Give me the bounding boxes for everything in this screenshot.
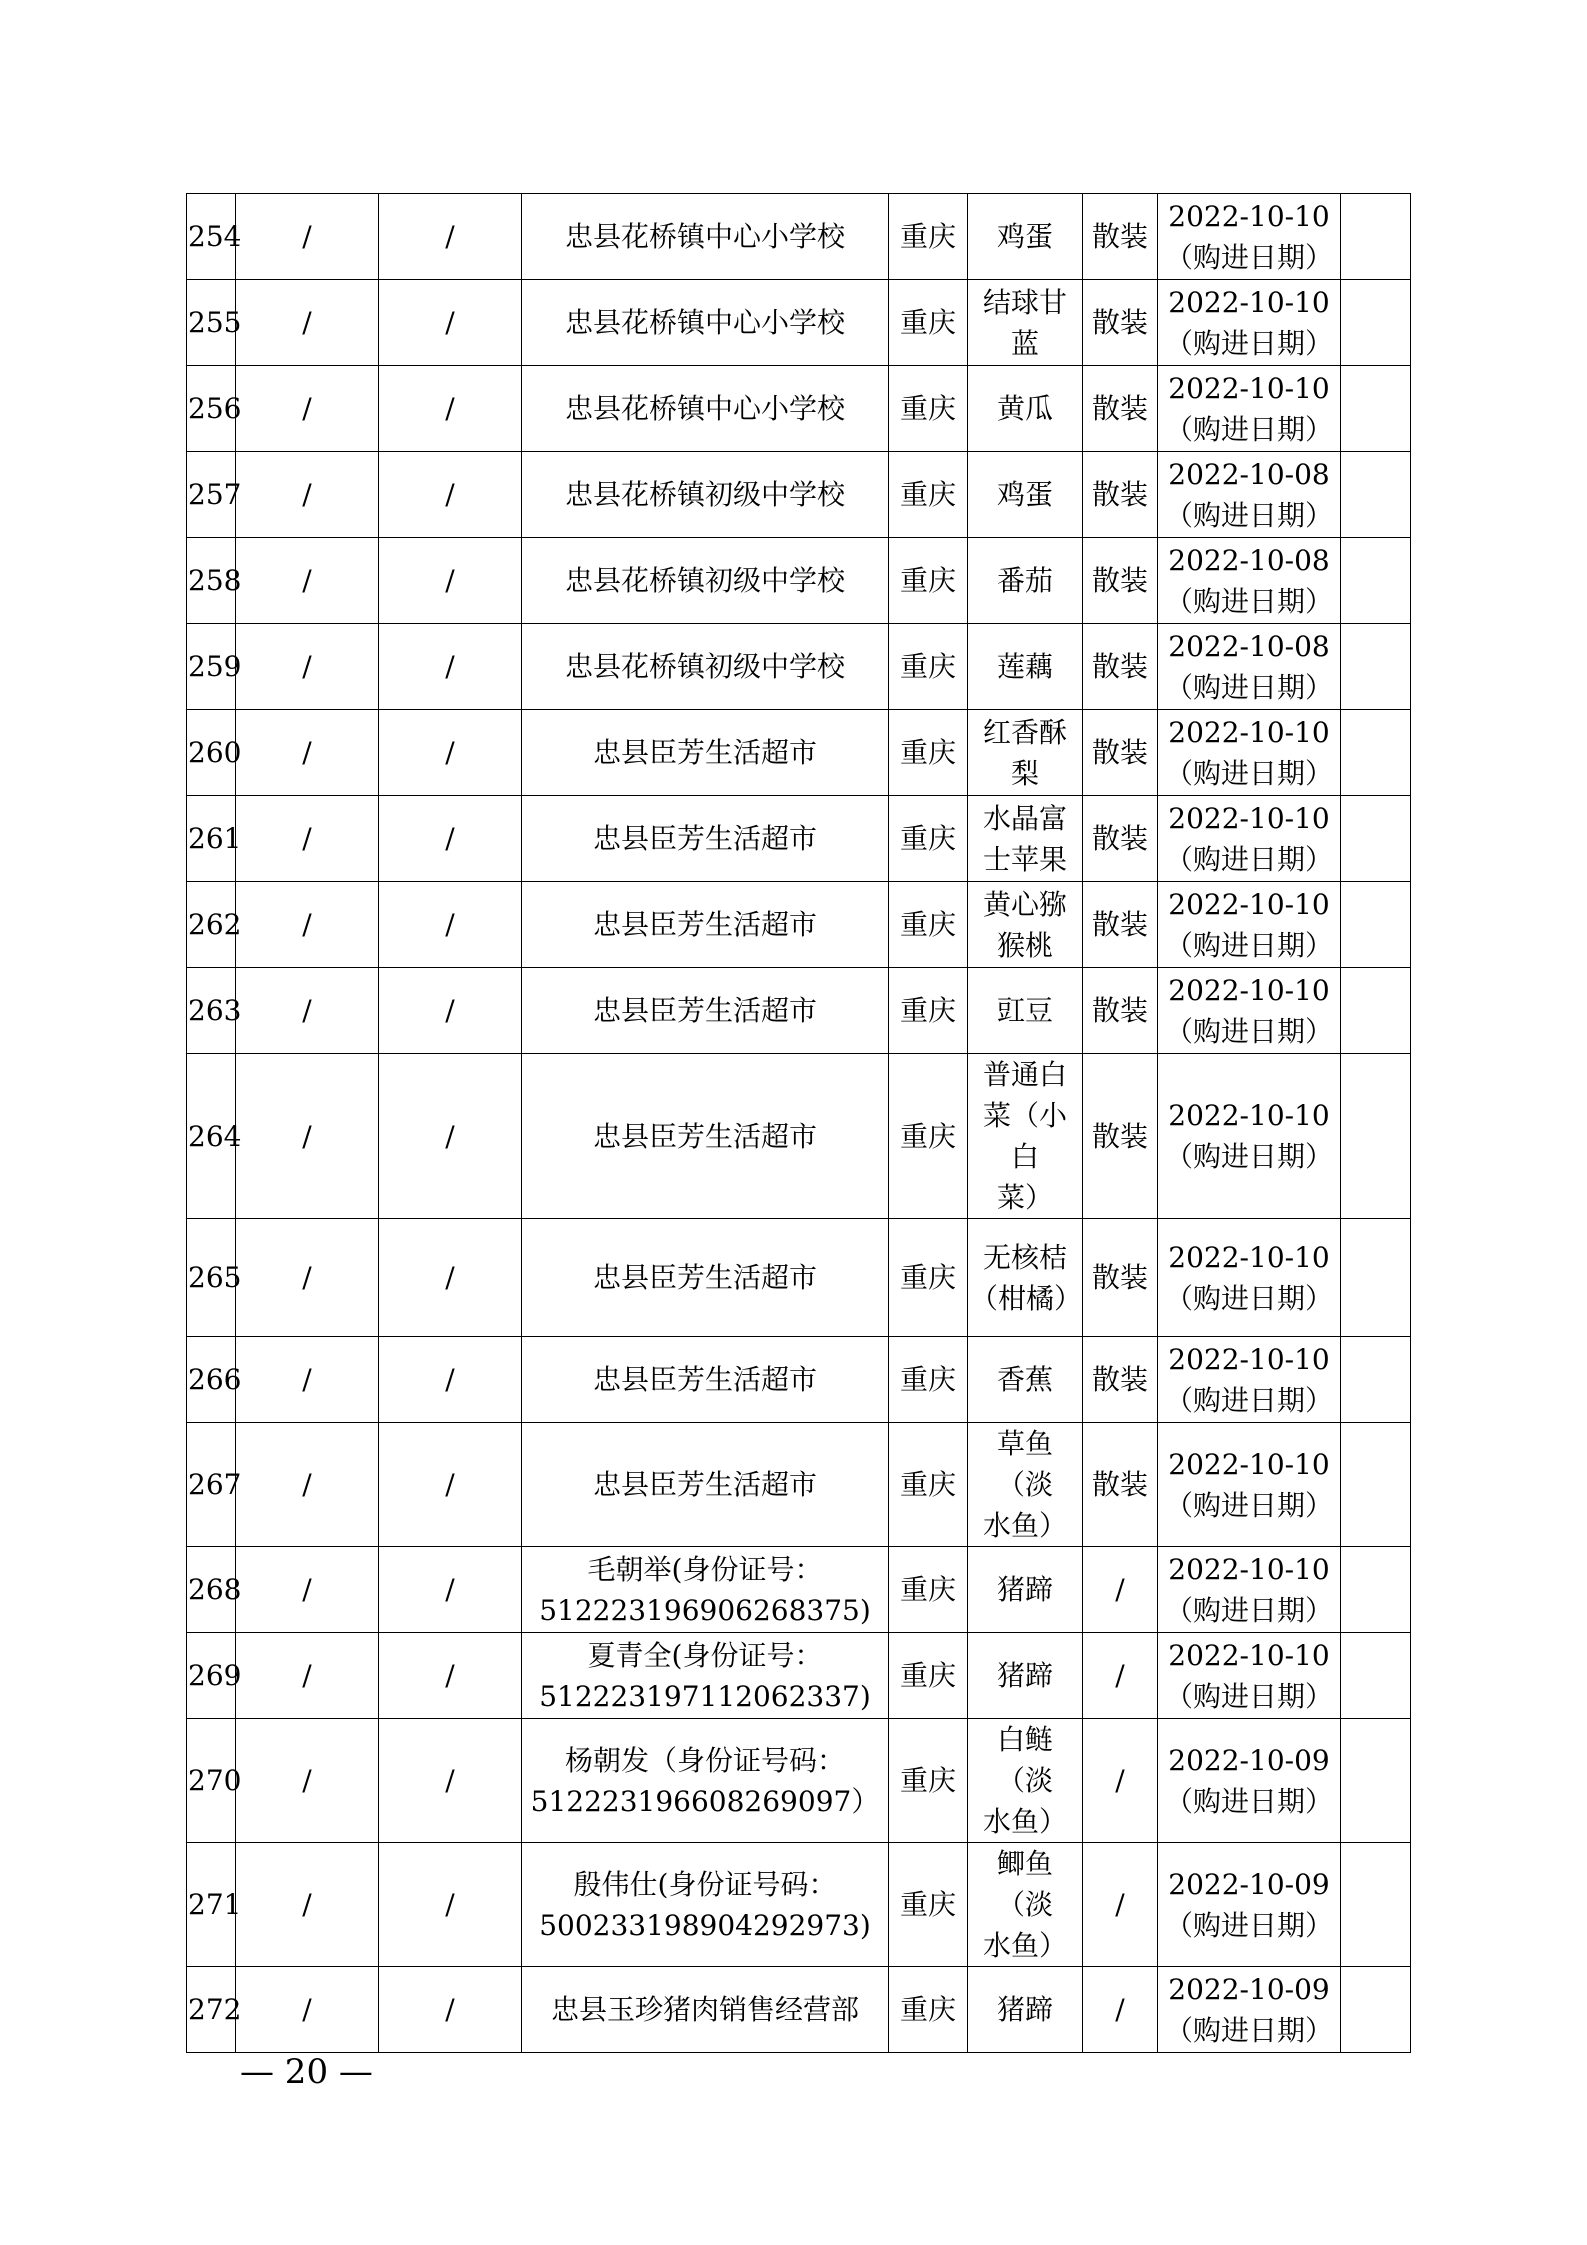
page-number: — 20 —	[240, 2052, 373, 2092]
sample-brand-cell: /	[236, 452, 379, 538]
product-name-cell: 番茄	[968, 538, 1083, 624]
remarks-cell	[1341, 1337, 1411, 1423]
row-number-cell: 255	[187, 280, 236, 366]
sampled-unit-cell: 殷伟仕(身份证号码： 500233198904292973)	[522, 1843, 889, 1967]
region-cell: 重庆	[889, 1719, 968, 1843]
purchase-date-cell: 2022-10-10 （购进日期）	[1158, 280, 1341, 366]
remarks-cell	[1341, 1054, 1411, 1219]
table-row	[187, 796, 1411, 882]
table-row	[187, 882, 1411, 968]
purchase-date-cell: 2022-10-10 （购进日期）	[1158, 882, 1341, 968]
sample-spec-cell: /	[379, 1423, 522, 1547]
sample-brand-cell: /	[236, 1719, 379, 1843]
remarks-cell	[1341, 1843, 1411, 1967]
table-row	[187, 452, 1411, 538]
row-number-cell: 268	[187, 1547, 236, 1633]
purchase-date-cell: 2022-10-10 （购进日期）	[1158, 1337, 1341, 1423]
region-cell: 重庆	[889, 452, 968, 538]
sample-brand-cell: /	[236, 194, 379, 280]
sample-brand-cell: /	[236, 710, 379, 796]
sample-spec-cell: /	[379, 280, 522, 366]
product-name-cell: 猪蹄	[968, 1547, 1083, 1633]
sample-brand-cell: /	[236, 1219, 379, 1337]
sample-brand-cell: /	[236, 1633, 379, 1719]
remarks-cell	[1341, 1967, 1411, 2053]
sample-spec-cell: /	[379, 1843, 522, 1967]
remarks-cell	[1341, 1719, 1411, 1843]
sample-spec-cell: /	[379, 194, 522, 280]
sampled-unit-cell: 忠县臣芳生活超市	[522, 882, 889, 968]
sample-brand-cell: /	[236, 280, 379, 366]
sampled-unit-cell: 忠县臣芳生活超市	[522, 1423, 889, 1547]
sampled-unit-cell: 忠县臣芳生活超市	[522, 796, 889, 882]
remarks-cell	[1341, 538, 1411, 624]
package-type-cell: /	[1083, 1633, 1158, 1719]
table-row	[187, 968, 1411, 1054]
table-row	[187, 1337, 1411, 1423]
sample-brand-cell: /	[236, 1423, 379, 1547]
product-name-cell: 结球甘 蓝	[968, 280, 1083, 366]
remarks-cell	[1341, 194, 1411, 280]
sampled-unit-cell: 忠县玉珍猪肉销售经营部	[522, 1967, 889, 2053]
purchase-date-cell: 2022-10-10 （购进日期）	[1158, 968, 1341, 1054]
purchase-date-cell: 2022-10-10 （购进日期）	[1158, 1547, 1341, 1633]
sampled-unit-cell: 毛朝举(身份证号： 512223196906268375)	[522, 1547, 889, 1633]
package-type-cell: 散装	[1083, 452, 1158, 538]
row-number-cell: 256	[187, 366, 236, 452]
region-cell: 重庆	[889, 968, 968, 1054]
package-type-cell: 散装	[1083, 968, 1158, 1054]
region-cell: 重庆	[889, 624, 968, 710]
sampled-unit-cell: 忠县臣芳生活超市	[522, 710, 889, 796]
table-row	[187, 1719, 1411, 1843]
package-type-cell: /	[1083, 1719, 1158, 1843]
product-name-cell: 黄瓜	[968, 366, 1083, 452]
sampled-unit-cell: 忠县花桥镇中心小学校	[522, 194, 889, 280]
sample-spec-cell: /	[379, 538, 522, 624]
sample-spec-cell: /	[379, 1719, 522, 1843]
row-number-cell: 269	[187, 1633, 236, 1719]
remarks-cell	[1341, 1423, 1411, 1547]
inspection-table	[186, 193, 1411, 2053]
sample-spec-cell: /	[379, 1967, 522, 2053]
region-cell: 重庆	[889, 280, 968, 366]
region-cell: 重庆	[889, 1967, 968, 2053]
package-type-cell: 散装	[1083, 1423, 1158, 1547]
row-number-cell: 261	[187, 796, 236, 882]
product-name-cell: 鲫鱼（淡 水鱼）	[968, 1843, 1083, 1967]
sampled-unit-cell: 夏青全(身份证号： 512223197112062337)	[522, 1633, 889, 1719]
sampled-unit-cell: 忠县臣芳生活超市	[522, 968, 889, 1054]
table-row	[187, 1633, 1411, 1719]
product-name-cell: 猪蹄	[968, 1633, 1083, 1719]
sample-brand-cell: /	[236, 624, 379, 710]
purchase-date-cell: 2022-10-10 （购进日期）	[1158, 1219, 1341, 1337]
package-type-cell: 散装	[1083, 280, 1158, 366]
region-cell: 重庆	[889, 796, 968, 882]
row-number-cell: 271	[187, 1843, 236, 1967]
row-number-cell: 264	[187, 1054, 236, 1219]
row-number-cell: 272	[187, 1967, 236, 2053]
remarks-cell	[1341, 452, 1411, 538]
package-type-cell: 散装	[1083, 194, 1158, 280]
sample-spec-cell: /	[379, 1219, 522, 1337]
region-cell: 重庆	[889, 1423, 968, 1547]
package-type-cell: 散装	[1083, 366, 1158, 452]
sample-spec-cell: /	[379, 1547, 522, 1633]
purchase-date-cell: 2022-10-10 （购进日期）	[1158, 1054, 1341, 1219]
table-row	[187, 1219, 1411, 1337]
sample-spec-cell: /	[379, 796, 522, 882]
region-cell: 重庆	[889, 1843, 968, 1967]
product-name-cell: 香蕉	[968, 1337, 1083, 1423]
sample-brand-cell: /	[236, 1547, 379, 1633]
purchase-date-cell: 2022-10-10 （购进日期）	[1158, 1633, 1341, 1719]
sampled-unit-cell: 忠县花桥镇初级中学校	[522, 538, 889, 624]
table-row	[187, 1843, 1411, 1967]
row-number-cell: 267	[187, 1423, 236, 1547]
region-cell: 重庆	[889, 1547, 968, 1633]
row-number-cell: 259	[187, 624, 236, 710]
sample-spec-cell: /	[379, 624, 522, 710]
product-name-cell: 普通白 菜（小白 菜）	[968, 1054, 1083, 1219]
row-number-cell: 270	[187, 1719, 236, 1843]
table-row	[187, 366, 1411, 452]
region-cell: 重庆	[889, 1633, 968, 1719]
row-number-cell: 263	[187, 968, 236, 1054]
purchase-date-cell: 2022-10-09 （购进日期）	[1158, 1843, 1341, 1967]
sample-spec-cell: /	[379, 1337, 522, 1423]
package-type-cell: 散装	[1083, 882, 1158, 968]
product-name-cell: 猪蹄	[968, 1967, 1083, 2053]
product-name-cell: 莲藕	[968, 624, 1083, 710]
sample-spec-cell: /	[379, 1054, 522, 1219]
sample-spec-cell: /	[379, 452, 522, 538]
region-cell: 重庆	[889, 710, 968, 796]
sample-spec-cell: /	[379, 968, 522, 1054]
region-cell: 重庆	[889, 1337, 968, 1423]
region-cell: 重庆	[889, 366, 968, 452]
table-row	[187, 538, 1411, 624]
sample-spec-cell: /	[379, 710, 522, 796]
sampled-unit-cell: 忠县臣芳生活超市	[522, 1219, 889, 1337]
purchase-date-cell: 2022-10-08 （购进日期）	[1158, 452, 1341, 538]
product-name-cell: 草鱼（淡 水鱼）	[968, 1423, 1083, 1547]
package-type-cell: 散装	[1083, 710, 1158, 796]
remarks-cell	[1341, 624, 1411, 710]
row-number-cell: 257	[187, 452, 236, 538]
sample-brand-cell: /	[236, 882, 379, 968]
product-name-cell: 鸡蛋	[968, 194, 1083, 280]
row-number-cell: 266	[187, 1337, 236, 1423]
package-type-cell: 散装	[1083, 1219, 1158, 1337]
remarks-cell	[1341, 1219, 1411, 1337]
remarks-cell	[1341, 710, 1411, 796]
sample-brand-cell: /	[236, 1843, 379, 1967]
table-row	[187, 1967, 1411, 2053]
product-name-cell: 豇豆	[968, 968, 1083, 1054]
remarks-cell	[1341, 1547, 1411, 1633]
sample-spec-cell: /	[379, 1633, 522, 1719]
sampled-unit-cell: 忠县臣芳生活超市	[522, 1337, 889, 1423]
table-row	[187, 710, 1411, 796]
package-type-cell: 散装	[1083, 1054, 1158, 1219]
region-cell: 重庆	[889, 1054, 968, 1219]
product-name-cell: 水晶富 士苹果	[968, 796, 1083, 882]
sample-brand-cell: /	[236, 968, 379, 1054]
sample-brand-cell: /	[236, 366, 379, 452]
table-row	[187, 1547, 1411, 1633]
remarks-cell	[1341, 796, 1411, 882]
package-type-cell: 散装	[1083, 796, 1158, 882]
remarks-cell	[1341, 366, 1411, 452]
product-name-cell: 黄心猕 猴桃	[968, 882, 1083, 968]
sample-brand-cell: /	[236, 1337, 379, 1423]
row-number-cell: 262	[187, 882, 236, 968]
region-cell: 重庆	[889, 538, 968, 624]
package-type-cell: /	[1083, 1967, 1158, 2053]
remarks-cell	[1341, 882, 1411, 968]
table-row	[187, 624, 1411, 710]
purchase-date-cell: 2022-10-08 （购进日期）	[1158, 538, 1341, 624]
table-row	[187, 194, 1411, 280]
sample-spec-cell: /	[379, 366, 522, 452]
sample-brand-cell: /	[236, 1967, 379, 2053]
package-type-cell: 散装	[1083, 624, 1158, 710]
region-cell: 重庆	[889, 1219, 968, 1337]
sampled-unit-cell: 杨朝发（身份证号码： 512223196608269097）	[522, 1719, 889, 1843]
sample-brand-cell: /	[236, 538, 379, 624]
product-name-cell: 白鲢（淡 水鱼）	[968, 1719, 1083, 1843]
row-number-cell: 265	[187, 1219, 236, 1337]
sampled-unit-cell: 忠县花桥镇初级中学校	[522, 624, 889, 710]
product-name-cell: 红香酥 梨	[968, 710, 1083, 796]
package-type-cell: 散装	[1083, 538, 1158, 624]
remarks-cell	[1341, 968, 1411, 1054]
package-type-cell: /	[1083, 1547, 1158, 1633]
sample-brand-cell: /	[236, 796, 379, 882]
sample-brand-cell: /	[236, 1054, 379, 1219]
purchase-date-cell: 2022-10-10 （购进日期）	[1158, 1423, 1341, 1547]
row-number-cell: 258	[187, 538, 236, 624]
purchase-date-cell: 2022-10-08 （购进日期）	[1158, 624, 1341, 710]
remarks-cell	[1341, 280, 1411, 366]
product-name-cell: 鸡蛋	[968, 452, 1083, 538]
sampled-unit-cell: 忠县臣芳生活超市	[522, 1054, 889, 1219]
table-row	[187, 280, 1411, 366]
package-type-cell: 散装	[1083, 1337, 1158, 1423]
region-cell: 重庆	[889, 194, 968, 280]
purchase-date-cell: 2022-10-10 （购进日期）	[1158, 710, 1341, 796]
purchase-date-cell: 2022-10-10 （购进日期）	[1158, 194, 1341, 280]
sampled-unit-cell: 忠县花桥镇中心小学校	[522, 280, 889, 366]
sampled-unit-cell: 忠县花桥镇中心小学校	[522, 366, 889, 452]
product-name-cell: 无核桔 （柑橘）	[968, 1219, 1083, 1337]
purchase-date-cell: 2022-10-10 （购进日期）	[1158, 366, 1341, 452]
region-cell: 重庆	[889, 882, 968, 968]
table-row	[187, 1423, 1411, 1547]
purchase-date-cell: 2022-10-09 （购进日期）	[1158, 1967, 1341, 2053]
package-type-cell: /	[1083, 1843, 1158, 1967]
remarks-cell	[1341, 1633, 1411, 1719]
purchase-date-cell: 2022-10-09 （购进日期）	[1158, 1719, 1341, 1843]
sampled-unit-cell: 忠县花桥镇初级中学校	[522, 452, 889, 538]
purchase-date-cell: 2022-10-10 （购进日期）	[1158, 796, 1341, 882]
table-row	[187, 1054, 1411, 1219]
row-number-cell: 260	[187, 710, 236, 796]
sample-spec-cell: /	[379, 882, 522, 968]
row-number-cell: 254	[187, 194, 236, 280]
